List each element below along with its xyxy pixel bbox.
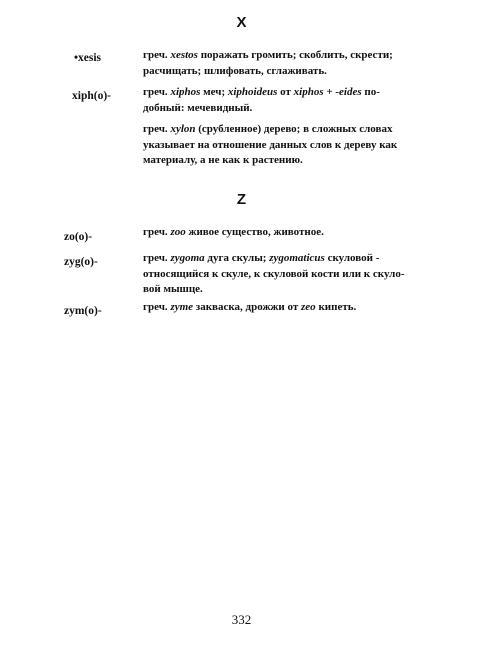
definition-text: скуловой - относящийся к скуле, к скуловой кости или к скуло-вой мышце. xyxy=(143,252,405,295)
definition-latin-term: zyme xyxy=(170,301,194,313)
entry-term: zyg(o)- xyxy=(64,256,98,268)
definition-latin-term: xiphoideus xyxy=(227,86,278,98)
definition-text: греч. xyxy=(143,123,171,135)
entry-definition xyxy=(143,122,413,169)
entry-term: zym(o)- xyxy=(64,305,102,317)
entry-term: zo(o)- xyxy=(64,231,93,243)
section-heading-x: X xyxy=(236,14,247,31)
entry-definition xyxy=(143,48,413,79)
definition-text: меч; xyxy=(200,86,228,98)
section-heading-z: Z xyxy=(236,191,247,208)
definition-latin-term: zoo xyxy=(170,226,186,238)
definition-text: по-добный: мечевидный. xyxy=(143,86,380,114)
entry-term: xiph(o)- xyxy=(72,90,111,102)
definition-text: греч. xyxy=(143,252,171,264)
definition-text: живое существо, животное. xyxy=(185,226,324,238)
entry-definition xyxy=(143,225,413,241)
definition-latin-term: zygomaticus xyxy=(269,252,325,264)
definition-latin-term: zygoma xyxy=(170,252,205,264)
definition-text: от xyxy=(277,86,294,98)
entry-definition xyxy=(143,300,413,316)
entry-definition xyxy=(143,251,413,298)
definition-text: греч. xyxy=(143,226,171,238)
entry-term: •xesis xyxy=(74,52,102,64)
definition-text: кипеть. xyxy=(315,301,357,313)
definition-text: (срубленное) дерево; в сложных словах указывает на отношение данных слов к дереву как материалу, а не как к растению. xyxy=(143,123,398,166)
definition-latin-term: xestos xyxy=(170,49,198,61)
definition-latin-term: xiphos xyxy=(170,86,201,98)
definition-text: поражать громить; скоблить, скрести; расчищать; шлифовать, сглаживать. xyxy=(143,49,393,77)
definition-latin-term: xiphos + -eides xyxy=(293,86,362,98)
definition-text: греч. xyxy=(143,49,171,61)
definition-latin-term: zeo xyxy=(301,301,316,313)
entry-definition xyxy=(143,85,413,116)
definition-text: закваска, дрожжи от xyxy=(193,301,302,313)
definition-text: греч. xyxy=(143,86,171,98)
definition-text: дуга скулы; xyxy=(204,252,270,264)
definition-latin-term: xylon xyxy=(170,123,196,135)
page-number: 332 xyxy=(231,612,252,627)
definition-text: греч. xyxy=(143,301,171,313)
